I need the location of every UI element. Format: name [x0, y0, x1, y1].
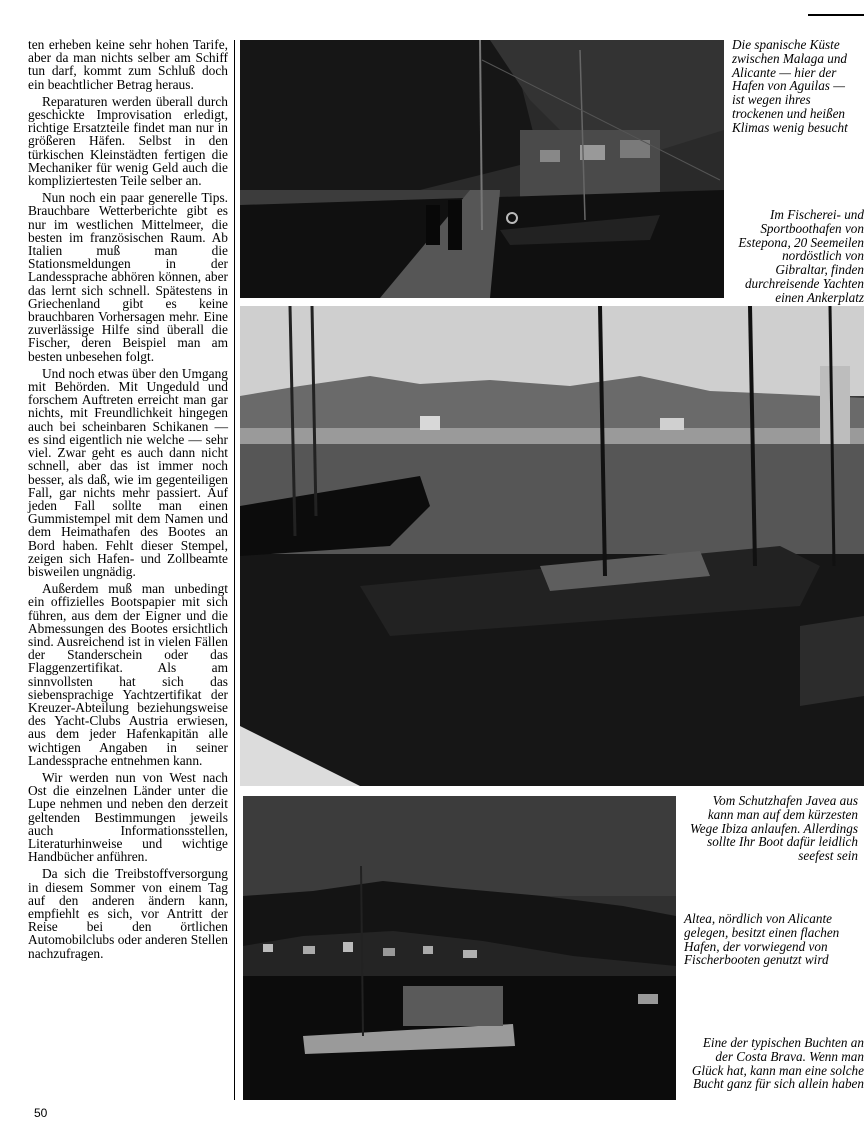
photo-estepona-harbour: [240, 306, 864, 786]
photo-aguilas-harbour: [240, 40, 724, 298]
photo-altea-harbour: [243, 796, 676, 1100]
caption-javea: Vom Schutzhafen Javea aus kann man auf dem kürzesten Wege Ibiza anlaufen. Allerdings sollte Ihr Boot dafür leidlich seefest sein: [690, 793, 859, 864]
paragraph: Nun noch ein paar generelle Tips. Brauchbare Wetterberichte gibt es nur im westlichen Mittelmeer, die besten im französischen Raum. Ab Italien muß man die Stationsmeldungen in der Landessprache abhören können, aber das lernt sich schnell. Spätestens in Griechenland gibt es keine brauchbaren Vorhersagen mehr. Eine zuverlässige Hilfe sind überall die Fischer, deren Beispiel man am besten unbesehen folgt.: [28, 190, 228, 364]
page-number: 50: [34, 1106, 48, 1120]
paragraph: ten erheben keine sehr hohen Tarife, aber da man nichts selber am Schiff tun darf, kommt zum Schluß doch ein beachtlicher Betrag heraus.: [28, 37, 228, 92]
article-column: [28, 38, 228, 964]
caption-altea: Altea, nördlich von Alicante gelegen, besitzt einen flachen Hafen, der vorwiegend von Fischerbooten genutzt wird: [684, 911, 840, 968]
top-corner-rule: [808, 14, 864, 16]
paragraph: Da sich die Treibstoffversorgung in diesem Sommer von einem Tag auf den anderen ändern kann, empfiehlt es sich, vor Antritt der Reise bei den örtlichen Automobilclubs oder anderen Stellen nachzufragen.: [28, 866, 228, 961]
paragraph: Außerdem muß man unbedingt ein offizielles Bootspapier mit sich führen, aus dem der Eigner und die Abmessungen des Bootes ersichtlich sind. Ausreichend ist in vielen Fällen der Standerschein oder das Flaggenzertifikat. Als am sinnvollsten hat sich das siebensprachige Yachtzertifikat der Kreuzer-Abteilung beziehungsweise des Yacht-Clubs Austria erwiesen, aus dem jeder Hafenkapitän alle wichtigen Angaben in seiner Landessprache entnehmen kann.: [28, 581, 228, 768]
caption-estepona: Im Fischerei- und Sportboothafen von Estepona, 20 Seemeilen nordöstlich von Gibraltar, finden durchreisende Yachten einen Ankerplatz: [738, 207, 864, 305]
paragraph: Reparaturen werden überall durch geschickte Improvisation erledigt, richtige Ersatzteile findet man nur in größeren Häfen. Selbst in den türkischen Kleinstädten fertigen die Mechaniker für wenig Geld auch die kompliziertesten Teile selber an.: [28, 93, 228, 189]
paragraph: Und noch etwas über den Umgang mit Behörden. Mit Ungeduld und forschem Auftreten erreicht man gar nichts, mit Freundlichkeit hingegen auch bei scheinbaren Schikanen — es sind eigentlich nie welche — sehr viel. Zwar geht es auch dann nicht schnell, aber das ist immer noch besser, als daß, wie im gegenteiligen Fall, gar nichts mehr passiert. Auf jeden Fall sollte man einen Gummistempel mit dem Namen und dem Heimathafen des Bootes an Bord haben. Fehlt dieser Stempel, zeigen sich Hafen- und Zollbeamte bisweilen ungnädig.: [28, 365, 228, 579]
caption-costa-brava: Eine der typischen Buchten an der Costa Brava. Wenn man Glück hat, kann man eine solche Bucht ganz für sich allein haben: [691, 1035, 864, 1092]
column-divider: [234, 40, 235, 1100]
caption-aguilas: Die spanische Küste zwischen Malaga und Alicante — hier der Hafen von Aguilas — ist wegen ihres trockenen und heißen Klimas wenig besucht: [732, 37, 848, 135]
paragraph: Wir werden nun von West nach Ost die einzelnen Länder unter die Lupe nehmen und neben den derzeit geltenden Bestimmungen jeweils auch Informationsstellen, Literaturhinweise und wichtige Handbücher anführen.: [28, 769, 228, 865]
